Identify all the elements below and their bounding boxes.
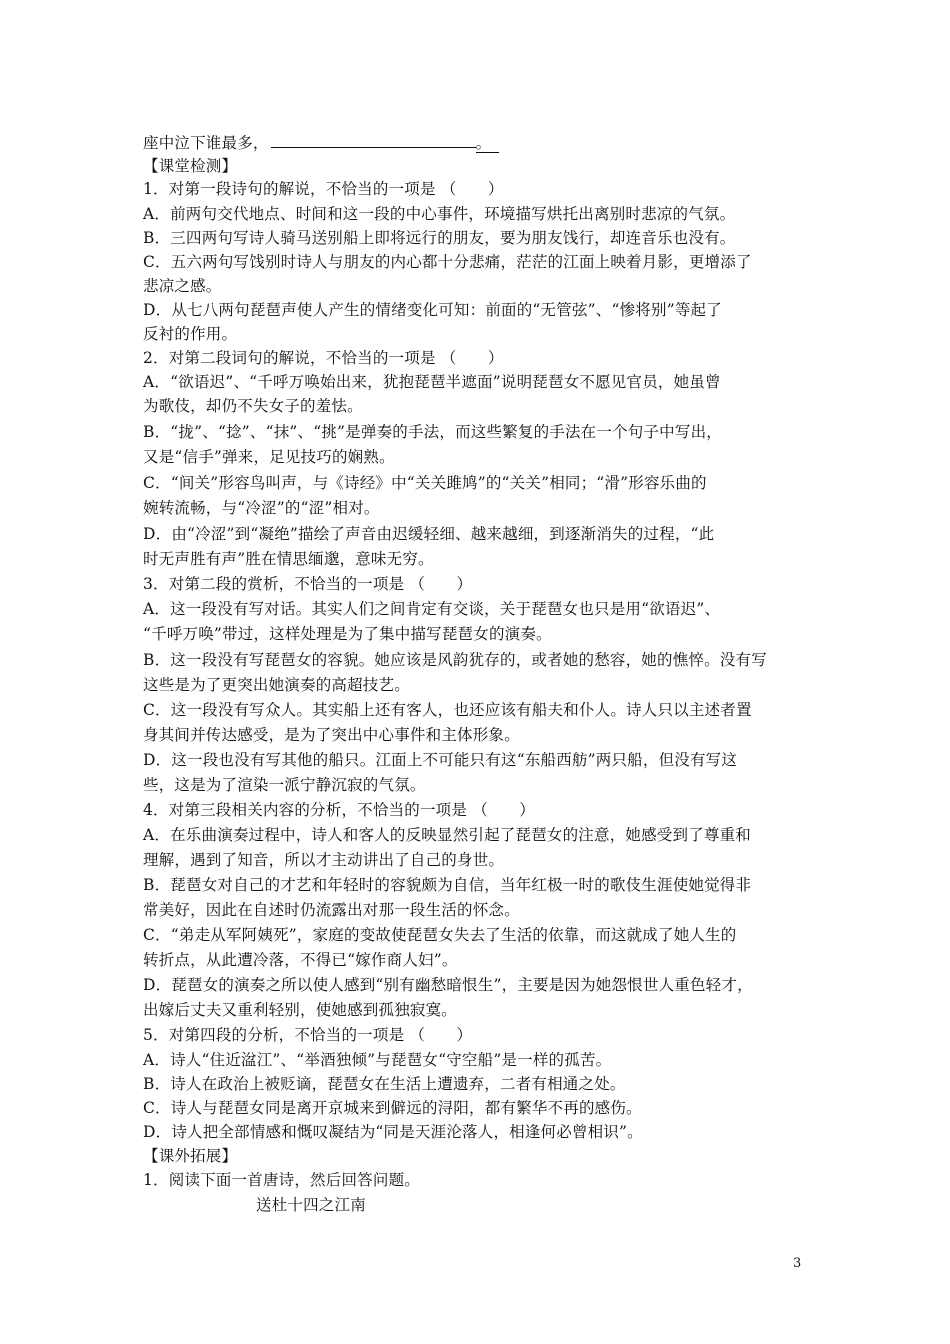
q2-option-b-cont: 又是“信手”弹来，足见技巧的娴熟。 xyxy=(143,448,395,466)
q3-option-c-cont: 身其间并传达感受，是为了突出中心事件和主体形象。 xyxy=(143,726,520,744)
q3-option-d: D．这一段也没有写其他的船只。江面上不可能只有这“东船西舫”两只船，但没有写这 xyxy=(143,751,738,769)
q4-option-b: B．琵琶女对自己的才艺和年轻时的容貌颇为自信，当年红极一时的歌伎生涯使她觉得非 xyxy=(143,876,752,894)
page-number: 3 xyxy=(793,1256,802,1271)
q5-option-a: A．诗人“住近湓江”、“举酒独倾”与琵琶女“守空船”是一样的孤苦。 xyxy=(143,1051,612,1069)
q2-option-a-cont: 为歌伎，却仍不失女子的羞怯。 xyxy=(143,397,363,415)
q3-option-d-cont: 些，这是为了渲染一派宁静沉寂的气氛。 xyxy=(143,776,426,794)
intro-line xyxy=(143,132,499,154)
section-title-extension: 【课外拓展】 xyxy=(143,1147,238,1165)
q4-option-a-cont: 理解，遇到了知音，所以才主动讲出了自己的身世。 xyxy=(143,851,505,869)
q1-option-d-cont: 反衬的作用。 xyxy=(143,325,238,343)
q1-option-c: C．五六两句写饯别时诗人与朋友的内心都十分悲痛，茫茫的江面上映着月影，更增添了 xyxy=(143,253,752,271)
q2-option-b: B．“拢”、“捻”、“抹”、“挑”是弹奏的手法，而这些繁复的手法在一个句子中写出， xyxy=(143,423,722,441)
q5-option-d: D．诗人把全部情感和慨叹凝结为“同是天涯沦落人，相逢何必曾相识”。 xyxy=(143,1123,643,1141)
q2-option-d: D．由“冷涩”到“凝绝”描绘了声音由迟缓轻细、越来越细，到逐渐消失的过程，“此 xyxy=(143,525,715,543)
question-5: 5．对第四段的分析，不恰当的一项是 （ ） xyxy=(143,1026,473,1044)
intro-end: 。 xyxy=(476,134,500,153)
q2-option-d-cont: 时无声胜有声”胜在情思缅邈，意味无穷。 xyxy=(143,550,434,568)
question-1: 1．对第一段诗句的解说，不恰当的一项是 （ ） xyxy=(143,180,504,198)
q3-option-b-cont: 这些是为了更突出她演奏的高超技艺。 xyxy=(143,676,410,694)
q4-option-c: C．“弟走从军阿姨死”，家庭的变故使琵琶女失去了生活的依靠，而这就成了她人生的 xyxy=(143,926,737,944)
q1-option-a: A．前两句交代地点、时间和这一段的中心事件，环境描写烘托出离别时悲凉的气氛。 xyxy=(143,205,736,223)
extension-question-1: 1．阅读下面一首唐诗，然后回答问题。 xyxy=(143,1171,420,1189)
q2-option-a: A．“欲语迟”、“千呼万唤始出来，犹抱琵琶半遮面”说明琵琶女不愿见官员，她虽曾 xyxy=(143,373,721,391)
poem-title: 送杜十四之江南 xyxy=(256,1196,366,1214)
q2-option-c: C．“间关”形容鸟叫声，与《诗经》中“关关雎鸠”的“关关”相同；“滑”形容乐曲的 xyxy=(143,474,707,492)
q4-option-a: A．在乐曲演奏过程中，诗人和客人的反映显然引起了琵琶女的注意，她感受到了尊重和 xyxy=(143,826,751,844)
q1-option-d: D．从七八两句琵琶声使人产生的情绪变化可知：前面的“无管弦”、“惨将别”等起了 xyxy=(143,301,722,319)
q3-option-c: C．这一段没有写众人。其实船上还有客人，也还应该有船夫和仆人。诗人只以主述者置 xyxy=(143,701,752,719)
section-title-class-check: 【课堂检测】 xyxy=(143,157,238,175)
answer-blank[interactable] xyxy=(271,133,476,148)
intro-text: 座中泣下谁最多， xyxy=(143,134,269,152)
question-3: 3．对第二段的赏析，不恰当的一项是 （ ） xyxy=(143,575,473,593)
q4-option-c-cont: 转折点，从此遭冷落，不得已“嫁作商人妇”。 xyxy=(143,951,458,969)
q2-option-c-cont: 婉转流畅，与“冷涩”的“涩”相对。 xyxy=(143,499,380,517)
q5-option-c: C．诗人与琵琶女同是离开京城来到僻远的浔阳，都有繁华不再的感伤。 xyxy=(143,1099,642,1117)
q5-option-b: B．诗人在政治上被贬谪，琵琶女在生活上遭遗弃，二者有相通之处。 xyxy=(143,1075,626,1093)
q4-option-b-cont: 常美好，因此在自述时仍流露出对那一段生活的怀念。 xyxy=(143,901,520,919)
q1-option-c-cont: 悲凉之感。 xyxy=(143,277,222,295)
q1-option-b: B．三四两句写诗人骑马送别船上即将远行的朋友，要为朋友饯行，却连音乐也没有。 xyxy=(143,229,736,247)
q3-option-b: B．这一段没有写琵琶女的容貌。她应该是风韵犹存的，或者她的愁容，她的憔悴。没有写 xyxy=(143,651,767,669)
q3-option-a-cont: “千呼万唤”带过，这样处理是为了集中描写琵琶女的演奏。 xyxy=(143,625,552,643)
question-4: 4．对第三段相关内容的分析，不恰当的一项是 （ ） xyxy=(143,801,535,819)
q4-option-d-cont: 出嫁后丈夫又重利轻别，使她感到孤独寂寞。 xyxy=(143,1001,458,1019)
q4-option-d: D．琵琶女的演奏之所以使人感到“别有幽愁暗恨生”，主要是因为她怨恨世人重色轻才， xyxy=(143,976,753,994)
question-2: 2．对第二段词句的解说，不恰当的一项是 （ ） xyxy=(143,349,504,367)
q3-option-a: A．这一段没有写对话。其实人们之间肯定有交谈，关于琵琶女也只是用“欲语迟”、 xyxy=(143,600,721,618)
